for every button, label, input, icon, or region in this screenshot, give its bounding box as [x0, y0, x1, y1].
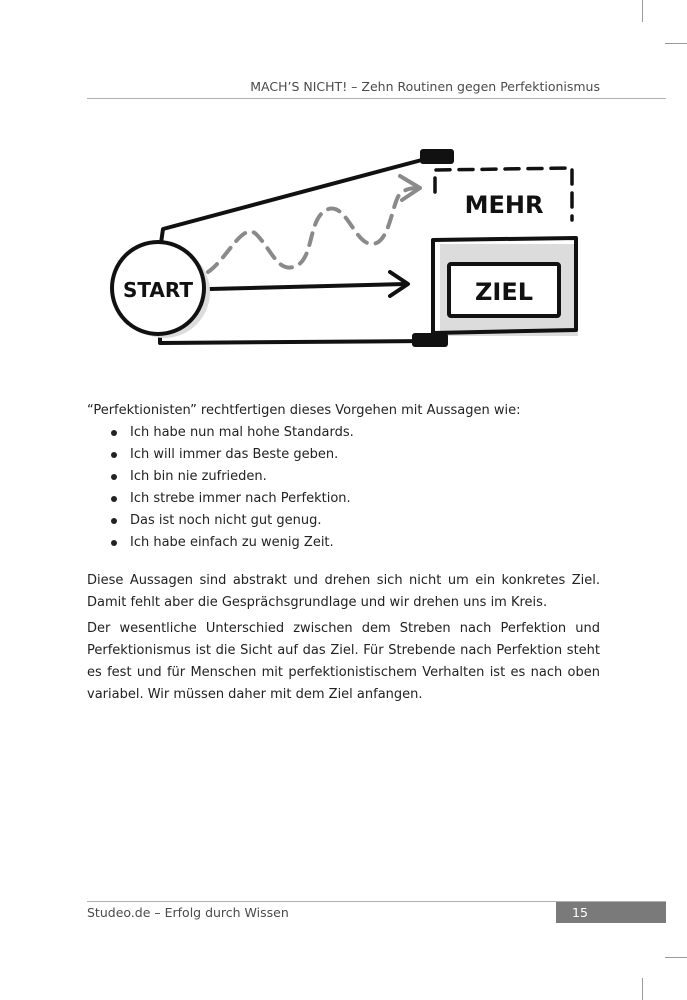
direct-path-arrow [210, 284, 406, 289]
paragraph-difference: Der wesentliche Unterschied zwischen dem Streben nach Perfektion und Perfektionismus ist die Sicht auf das Ziel. Für Strebende nach Perfektion steht es fest und für Menschen mit perfektionistischem Verhalten ist es nach oben variabel. Wir müssen daher mit dem Ziel anfangen. [87, 621, 600, 702]
list-item: Das ist noch nicht gut genug. [109, 510, 600, 532]
paragraph-abstract-statements: Diese Aussagen sind abstrakt und drehen sich nicht um ein konkretes Ziel. Damit fehlt aber die Gesprächsgrundlage und wir drehen uns im Kreis. [87, 573, 600, 610]
lower-boundary-line [160, 330, 432, 343]
list-item: Ich habe einfach zu wenig Zeit. [109, 532, 600, 554]
wavy-dashed-path [208, 188, 418, 272]
crop-mark-top-right [665, 43, 687, 44]
more-label: MEHR [464, 191, 544, 219]
crop-mark-bottom [642, 978, 643, 1000]
crop-mark-top [642, 0, 643, 22]
page-number: 15 [556, 902, 666, 923]
list-item: Ich habe nun mal hohe Standards. [109, 422, 600, 444]
start-label: START [122, 278, 194, 302]
lower-marker [412, 333, 448, 347]
body-text [87, 400, 600, 706]
list-item: Ich strebe immer nach Perfektion. [109, 488, 600, 510]
running-header: MACH’S NICHT! – Zehn Routinen gegen Perfektionismus [250, 79, 600, 94]
list-item: Ich bin nie zufrieden. [109, 466, 600, 488]
perfectionism-diagram [100, 140, 590, 360]
footer-publisher: Studeo.de – Erfolg durch Wissen [87, 905, 289, 920]
intro-line: “Perfektionisten” rechtfertigen dieses Vorgehen mit Aussagen wie: [87, 403, 521, 418]
upper-marker [420, 149, 454, 164]
crop-mark-bottom-right [665, 957, 687, 958]
upper-boundary-line [160, 157, 433, 250]
header-rule [87, 98, 666, 99]
list-item: Ich will immer das Beste geben. [109, 444, 600, 466]
goal-label: ZIEL [474, 278, 534, 306]
bullet-list [87, 422, 600, 554]
